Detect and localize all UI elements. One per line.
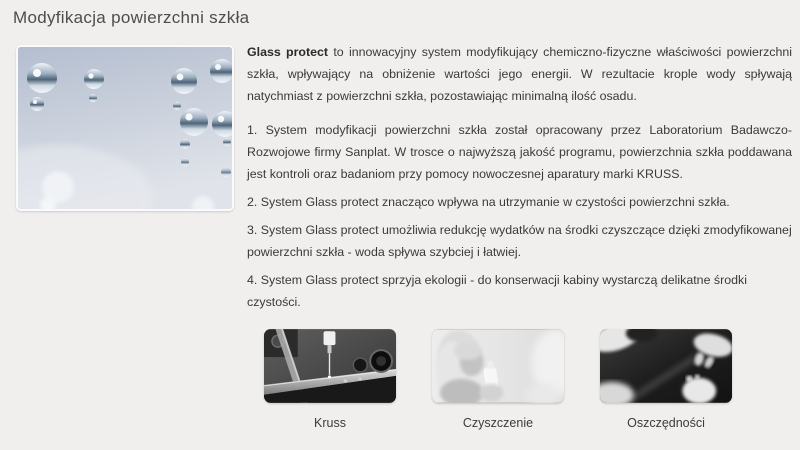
czyszczenie-thumbnail[interactable] — [432, 329, 564, 403]
savings-piggy-bank-image — [600, 329, 732, 403]
description-column — [247, 41, 792, 319]
cleaning-woman-image — [432, 329, 564, 403]
gallery-caption-czyszczenie: Czyszczenie — [462, 416, 534, 430]
point-3: 3. System Glass protect umożliwia redukcję wydatków na środki czyszczące dzięki zmodyfikowanej powierzchni szkła - woda spływa szybciej i łatwiej. — [247, 223, 792, 259]
gallery-item-oszczednosci[interactable] — [600, 329, 732, 430]
point-2: 2. System Glass protect znacząco wpływa na utrzymanie w czystości powierzchni szkła. — [247, 195, 730, 209]
water-droplets-image — [18, 47, 232, 209]
oszczednosci-thumbnail[interactable] — [600, 329, 732, 403]
intro-lead: Glass protect — [247, 45, 329, 59]
point-1: 1. System modyfikacji powierzchni szkła został opracowany przez Laboratorium Badawczo-Rozwojowe firmy Sanplat. W trosce o najwyższą jakość programu, powierzchnia szkła poddawana jest kontroli oraz badaniom przy pomocy nowoczesnej aparatury marki KRUSS. — [247, 123, 792, 181]
gallery-caption-kruss: Kruss — [314, 416, 346, 430]
kruss-thumbnail[interactable] — [264, 329, 396, 403]
gallery-item-kruss[interactable] — [264, 329, 396, 430]
intro-text: to innowacyjny system modyfikujący chemiczno-fizyczne właściwości powierzchni szkła, wpływający na obniżenie wartości jego energii. W rezultacie krople wody spływają natychmiast z powierzchni szkła, pozostawiając minimalną ilość osadu. — [247, 45, 792, 103]
thumbnail-gallery — [264, 329, 732, 430]
gallery-item-czyszczenie[interactable] — [432, 329, 564, 430]
page-title: Modyfikacja powierzchni szkła — [13, 8, 250, 27]
point-4: 4. System Glass protect sprzyja ekologii - do konserwacji kabiny wystarczą delikatne środki czystości. — [247, 273, 747, 309]
hero-droplets-photo — [16, 45, 234, 211]
intro-paragraph — [247, 41, 792, 107]
gallery-caption-oszczednosci: Oszczędności — [627, 416, 705, 430]
kruss-lab-apparatus-image — [264, 329, 396, 403]
